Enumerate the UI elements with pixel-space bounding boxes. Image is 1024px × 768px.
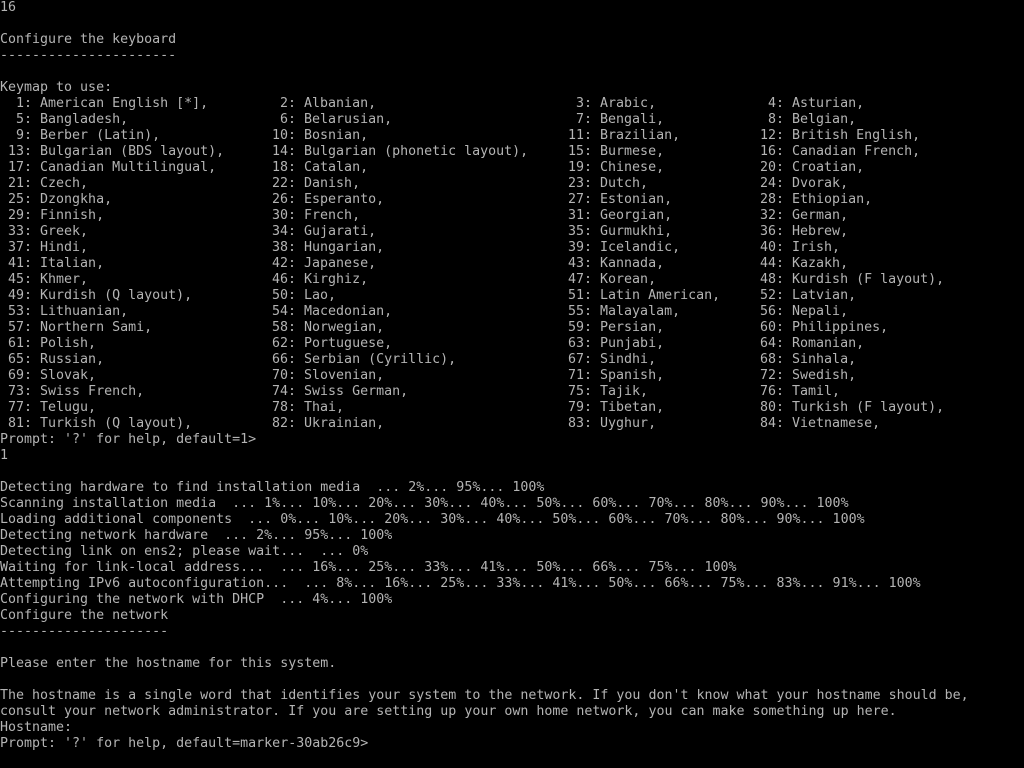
keymap-option: 14: Bulgarian (phonetic layout), xyxy=(256,144,529,159)
hostname-intro: Please enter the hostname for this system. xyxy=(0,656,337,671)
keymap-option: 24: Dvorak, xyxy=(744,176,849,191)
keymap-option: 84: Vietnamese, xyxy=(744,416,881,431)
keymap-option: 70: Slovenian, xyxy=(256,368,385,383)
keymap-option: 66: Serbian (Cyrillic), xyxy=(256,352,457,367)
keymap-option: 11: Brazilian, xyxy=(552,128,681,143)
keyboard-section-title: Configure the keyboard xyxy=(0,32,177,47)
keymap-option: 1: American English [*], xyxy=(0,96,209,111)
keymap-option: 56: Nepali, xyxy=(744,304,849,319)
keymap-option: 57: Northern Sami, xyxy=(0,320,153,335)
progress-line-scanning: Scanning installation media ... 1%... 10%... 20%... 30%... 40%... 50%... 60%... 70%... 80%... 90%... 100% xyxy=(0,496,849,511)
keymap-option: 59: Persian, xyxy=(552,320,665,335)
keymap-option: 77: Telugu, xyxy=(0,400,97,415)
keymap-answer: 1 xyxy=(0,448,9,463)
keymap-option: 3: Arabic, xyxy=(552,96,657,111)
keymap-option: 43: Kannada, xyxy=(552,256,665,271)
keymap-option: 41: Italian, xyxy=(0,256,105,271)
keymap-prompt: Prompt: '?' for help, default=1> xyxy=(0,432,257,447)
keymap-option: 72: Swedish, xyxy=(744,368,857,383)
keymap-option: 67: Sindhi, xyxy=(552,352,657,367)
keymap-option: 64: Romanian, xyxy=(744,336,865,351)
keymap-option: 53: Lithuanian, xyxy=(0,304,129,319)
keymap-option: 22: Danish, xyxy=(256,176,361,191)
keymap-option: 32: German, xyxy=(744,208,849,223)
keymap-option: 21: Czech, xyxy=(0,176,89,191)
keymap-option: 46: Kirghiz, xyxy=(256,272,369,287)
progress-line-link-local: Waiting for link-local address... ... 16%... 25%... 33%... 41%... 50%... 66%... 75%... 100% xyxy=(0,560,737,575)
hostname-explanation-2: consult your network administrator. If you are setting up your own home network, you can make something up here. xyxy=(0,704,897,719)
keymap-option: 48: Kurdish (F layout), xyxy=(744,272,945,287)
keymap-option: 8: Belgian, xyxy=(744,112,857,127)
keymap-option: 37: Hindi, xyxy=(0,240,89,255)
keymap-option: 65: Russian, xyxy=(0,352,105,367)
network-section-title: Configure the network xyxy=(0,608,169,623)
keymap-option: 51: Latin American, xyxy=(552,288,721,303)
keymap-option: 19: Chinese, xyxy=(552,160,665,175)
keymap-option: 15: Burmese, xyxy=(552,144,665,159)
keymap-option: 79: Tibetan, xyxy=(552,400,665,415)
progress-line-dhcp: Configuring the network with DHCP ... 4%... 100% xyxy=(0,592,393,607)
keymap-option: 23: Dutch, xyxy=(552,176,649,191)
keymap-option: 80: Turkish (F layout), xyxy=(744,400,945,415)
keymap-option: 36: Hebrew, xyxy=(744,224,849,239)
keyboard-title-underline: ---------------------- xyxy=(0,48,177,63)
keymap-option: 31: Georgian, xyxy=(552,208,673,223)
keymap-option: 60: Philippines, xyxy=(744,320,889,335)
keymap-option: 62: Portuguese, xyxy=(256,336,393,351)
keymap-option: 13: Bulgarian (BDS layout), xyxy=(0,144,225,159)
keymap-option: 81: Turkish (Q layout), xyxy=(0,416,193,431)
keymap-option: 5: Bangladesh, xyxy=(0,112,129,127)
keymap-option: 52: Latvian, xyxy=(744,288,857,303)
progress-line-hardware: Detecting hardware to find installation media ... 2%... 95%... 100% xyxy=(0,480,545,495)
keymap-option: 71: Spanish, xyxy=(552,368,665,383)
keymap-option: 29: Finnish, xyxy=(0,208,105,223)
keymap-option: 63: Punjabi, xyxy=(552,336,665,351)
keymap-option: 74: Swiss German, xyxy=(256,384,409,399)
keymap-option: 9: Berber (Latin), xyxy=(0,128,161,143)
keymap-option: 7: Bengali, xyxy=(552,112,665,127)
keymap-option: 2: Albanian, xyxy=(256,96,377,111)
keymap-option: 26: Esperanto, xyxy=(256,192,385,207)
keymap-option: 39: Icelandic, xyxy=(552,240,681,255)
progress-line-components: Loading additional components ... 0%... 10%... 20%... 30%... 40%... 50%... 60%... 70%... 80%... 90%... 100% xyxy=(0,512,865,527)
keymap-option: 58: Norwegian, xyxy=(256,320,385,335)
progress-line-network-hw: Detecting network hardware ... 2%... 95%... 100% xyxy=(0,528,393,543)
keymap-option: 16: Canadian French, xyxy=(744,144,921,159)
keymap-option: 49: Kurdish (Q layout), xyxy=(0,288,193,303)
keymap-option: 75: Tajik, xyxy=(552,384,649,399)
hostname-label: Hostname: xyxy=(0,720,73,735)
keymap-option: 35: Gurmukhi, xyxy=(552,224,673,239)
keymap-option: 34: Gujarati, xyxy=(256,224,377,239)
keymap-option: 6: Belarusian, xyxy=(256,112,393,127)
step-number: 16 xyxy=(0,0,17,15)
progress-line-ipv6: Attempting IPv6 autoconfiguration... ... 8%... 16%... 25%... 33%... 41%... 50%... 66%... 75%... 83%... 91%... 100% xyxy=(0,576,921,591)
progress-line-link: Detecting link on ens2; please wait... ... 0% xyxy=(0,544,369,559)
keymap-option: 73: Swiss French, xyxy=(0,384,145,399)
keymap-option: 12: British English, xyxy=(744,128,921,143)
keymap-option: 38: Hungarian, xyxy=(256,240,385,255)
keymap-option: 55: Malayalam, xyxy=(552,304,681,319)
keymap-option: 82: Ukrainian, xyxy=(256,416,385,431)
keymap-option: 45: Khmer, xyxy=(0,272,89,287)
keymap-option: 61: Polish, xyxy=(0,336,97,351)
keymap-option: 54: Macedonian, xyxy=(256,304,393,319)
keymap-option: 83: Uyghur, xyxy=(552,416,657,431)
hostname-input-cursor[interactable] xyxy=(370,736,382,752)
keymap-option: 33: Greek, xyxy=(0,224,89,239)
keymap-label: Keymap to use: xyxy=(0,80,113,95)
keymap-option: 20: Croatian, xyxy=(744,160,865,175)
keymap-option: 42: Japanese, xyxy=(256,256,377,271)
keymap-option: 76: Tamil, xyxy=(744,384,841,399)
keymap-option: 69: Slovak, xyxy=(0,368,97,383)
keymap-option: 44: Kazakh, xyxy=(744,256,849,271)
keymap-option: 4: Asturian, xyxy=(744,96,865,111)
keymap-option: 28: Ethiopian, xyxy=(744,192,873,207)
keymap-option: 50: Lao, xyxy=(256,288,337,303)
keymap-option: 78: Thai, xyxy=(256,400,345,415)
network-title-underline: --------------------- xyxy=(0,624,169,639)
hostname-prompt: Prompt: '?' for help, default=marker-30ab26c9> xyxy=(0,736,369,751)
keymap-option: 30: French, xyxy=(256,208,361,223)
keymap-option: 47: Korean, xyxy=(552,272,657,287)
keymap-option: 18: Catalan, xyxy=(256,160,369,175)
keymap-option: 27: Estonian, xyxy=(552,192,673,207)
keymap-option: 68: Sinhala, xyxy=(744,352,857,367)
hostname-explanation-1: The hostname is a single word that identifies your system to the network. If you don't know what your hostname should be, xyxy=(0,688,969,703)
keymap-option: 17: Canadian Multilingual, xyxy=(0,160,217,175)
keymap-option: 40: Irish, xyxy=(744,240,841,255)
keymap-option: 25: Dzongkha, xyxy=(0,192,113,207)
keymap-option: 10: Bosnian, xyxy=(256,128,369,143)
